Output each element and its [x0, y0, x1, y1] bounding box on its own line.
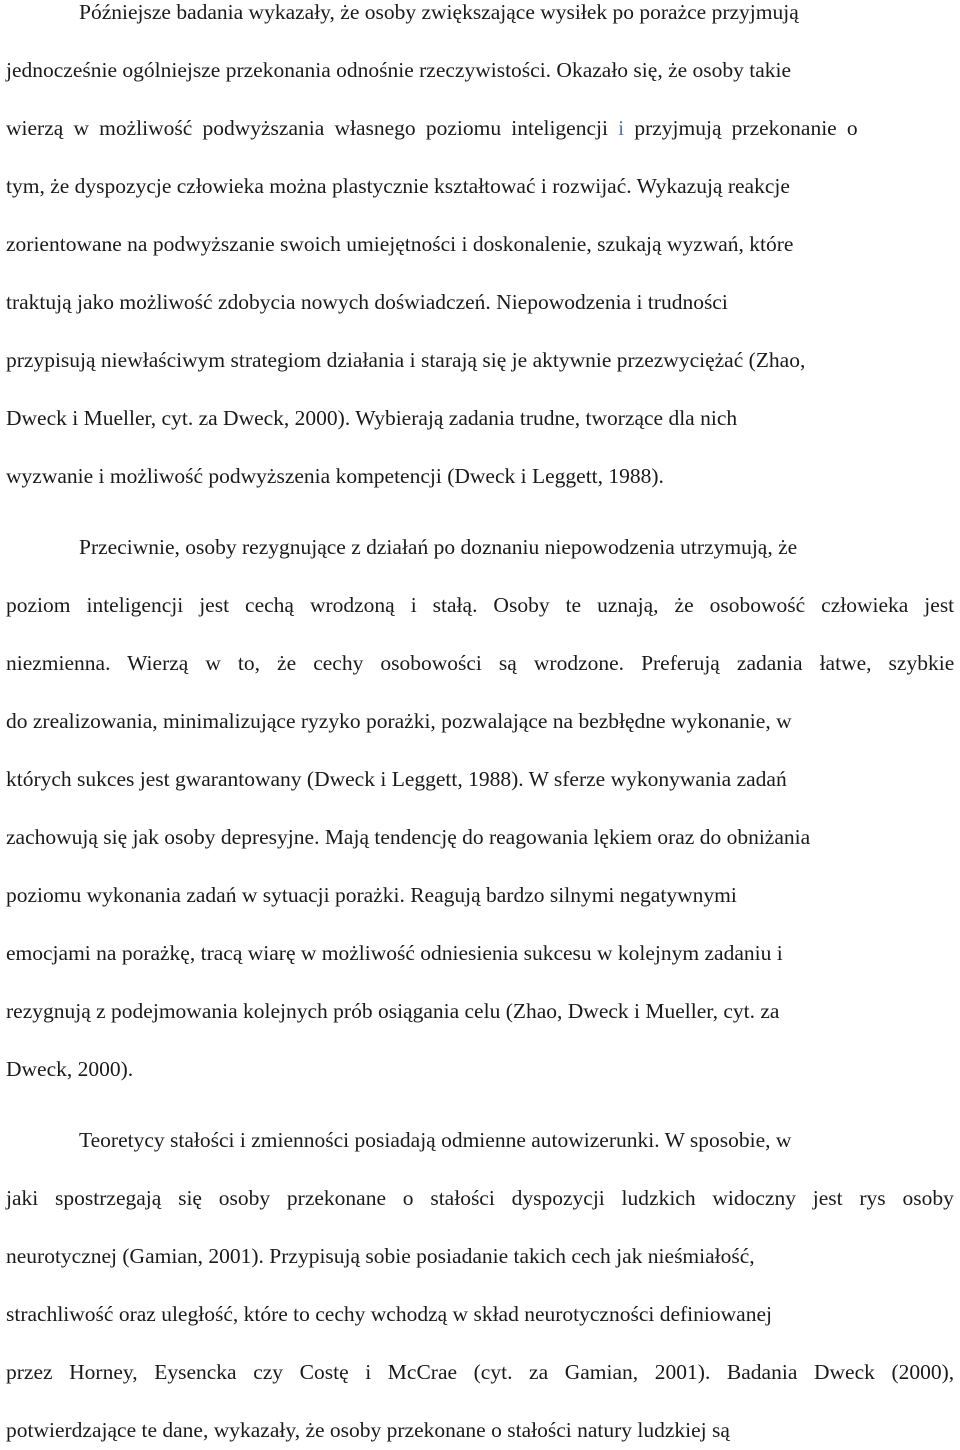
- text-line: zachowują się jak osoby depresyjne. Mają tendencję do reagowania lękiem oraz do obniżania: [6, 825, 811, 849]
- text-line: wyzwanie i możliwość podwyższenia kompetencji (Dweck i Leggett, 1988).: [6, 464, 664, 488]
- text-line: jaki spostrzegają się osoby przekonane o stałości dyspozycji ludzkich widoczny jest rys osoby: [6, 1186, 954, 1210]
- text-line: jednocześnie ogólniejsze przekonania odnośnie rzeczywistości. Okazało się, że osoby takie: [6, 58, 792, 82]
- text-line: Przeciwnie, osoby rezygnujące z działań po doznaniu niepowodzenia utrzymują, że: [79, 535, 798, 559]
- text-line: poziom inteligencji jest cechą wrodzoną i stałą. Osoby te uznają, że osobowość człowieka jest: [6, 593, 955, 617]
- text-line: niezmienna. Wierzą w to, że cechy osobowości są wrodzone. Preferują zadania łatwe, szybkie: [6, 651, 955, 675]
- text-line: emocjami na porażkę, tracą wiarę w możliwość odniesienia sukcesu w kolejnym zadaniu i: [6, 941, 783, 965]
- text-line: przypisują niewłaściwym strategiom działania i starają się je aktywnie przezwyciężać (Zhao,: [6, 348, 806, 372]
- text-line: strachliwość oraz uległość, które to cechy wchodzą w skład neurotyczności definiowanej: [6, 1302, 772, 1326]
- text-line: Teoretycy stałości i zmienności posiadają odmienne autowizerunki. W sposobie, w: [79, 1128, 792, 1152]
- text-line: neurotycznej (Gamian, 2001). Przypisują sobie posiadanie takich cech jak nieśmiałość,: [6, 1244, 755, 1268]
- text-line: tym, że dyspozycje człowieka można plastycznie kształtować i rozwijać. Wykazują reakcje: [6, 174, 790, 198]
- text-line: Dweck, 2000).: [6, 1057, 134, 1081]
- text-segment: przyjmują przekonanie o: [634, 116, 858, 140]
- text-line: których sukces jest gwarantowany (Dweck i Leggett, 1988). W sferze wykonywania zadań: [6, 767, 787, 791]
- text-line: Dweck i Mueller, cyt. za Dweck, 2000). Wybierają zadania trudne, tworzące dla nich: [6, 406, 738, 430]
- text-segment: wierzą w możliwość podwyższania własnego poziomu inteligencji: [6, 116, 608, 140]
- text-line: zorientowane na podwyższanie swoich umiejętności i doskonalenie, szukają wyzwań, które: [6, 232, 794, 256]
- text-line: przez Horney, Eysencka czy Costę i McCrae (cyt. za Gamian, 2001). Badania Dweck (2000),: [6, 1360, 955, 1384]
- text-line: do zrealizowania, minimalizujące ryzyko porażki, pozwalające na bezbłędne wykonanie, w: [6, 709, 792, 733]
- text-line: poziomu wykonania zadań w sytuacji porażki. Reagują bardzo silnymi negatywnymi: [6, 883, 737, 907]
- text-line: rezygnują z podejmowania kolejnych prób osiągania celu (Zhao, Dweck i Mueller, cyt. za: [6, 999, 780, 1023]
- text-line: potwierdzające te dane, wykazały, że osoby przekonane o stałości natury ludzkiej są: [6, 1418, 730, 1442]
- text-line: Późniejsze badania wykazały, że osoby zwiększające wysiłek po porażce przyjmują: [79, 0, 799, 24]
- text-line: [6, 118, 858, 140]
- text-line: traktują jako możliwość zdobycia nowych doświadczeń. Niepowodzenia i trudności: [6, 290, 728, 314]
- highlighted-word: i: [618, 116, 625, 140]
